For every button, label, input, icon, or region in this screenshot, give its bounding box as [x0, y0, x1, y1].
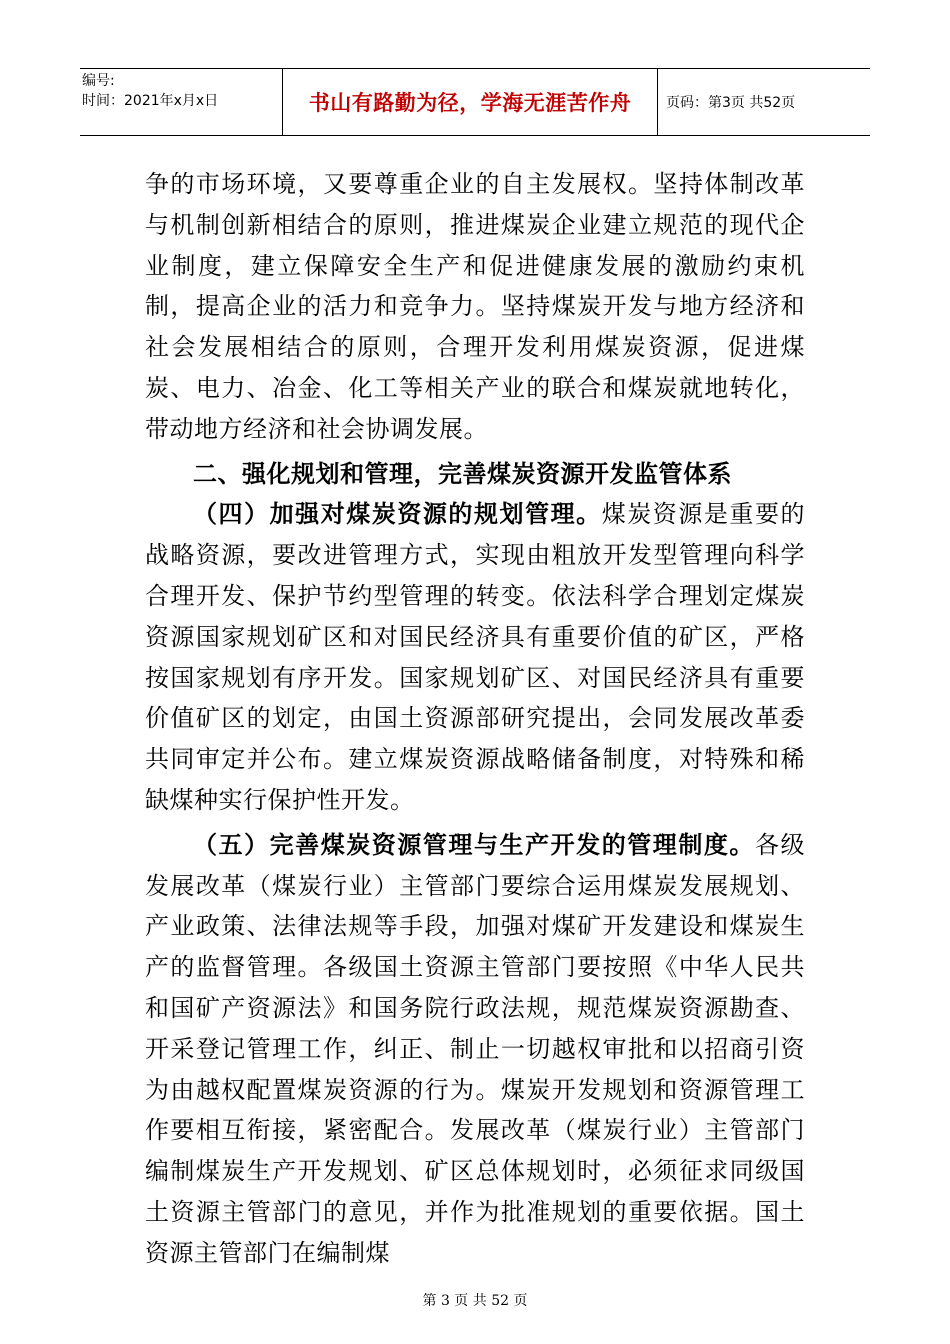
paragraph-3-text: 各级发展改革（煤炭行业）主管部门要综合运用煤炭发展规划、产业政策、法律法规等手段，加强对煤矿开发建设和煤炭生产的监督管理。各级国土资源主管部门要按照《中华人民共和国矿产资源法》和国务院行政法规，规范煤炭资源勘查、开采登记管理工作，纠正、制止一切越权审批和以招商引资为由越权配置煤炭资源的行为。煤炭开发规划和资源管理工作要相互衔接，紧密配合。发展改革（煤炭行业）主管部门编制煤炭生产开发规划、矿区总体规划时，必须征求同级国土资源主管部门的意见，并作为批准规划的重要依据。国土资源主管部门在编制煤 [145, 830, 806, 1267]
code-label: 编号: [82, 73, 115, 89]
header-page-info: 页码：第3页 共52页 [666, 95, 796, 111]
time-label: 时间：2021年x月x日 [82, 93, 219, 109]
page-header [80, 68, 870, 136]
paragraph-1: 争的市场环境，又要尊重企业的自主发展权。坚持体制改革与机制创新相结合的原则，推进煤炭企业建立规范的现代企业制度，建立保障安全生产和促进健康发展的激励约束机制，提高企业的活力和竞争力。坚持煤炭开发与地方经济和社会发展相结合的原则，合理开发利用煤炭资源，促进煤炭、电力、冶金、化工等相关产业的联合和煤炭就地转化，带动地方经济和社会协调发展。 [145, 170, 805, 443]
header-motto: 书山有路勤为径，学海无涯苦作舟 [282, 69, 658, 135]
section-heading: 二、强化规划和管理，完善煤炭资源开发监管体系 [193, 458, 732, 488]
document-body [145, 164, 805, 1274]
paragraph-3 [145, 825, 805, 1274]
page-footer: 第 3 页 共 52 页 [422, 1293, 528, 1309]
paragraph-2-lead: （四）加强对煤炭资源的规划管理。 [193, 499, 602, 529]
paragraph-3-lead: （五）完善煤炭资源管理与生产开发的管理制度。 [193, 829, 755, 859]
paragraph-2-text: 煤炭资源是重要的战略资源，要改进管理方式，实现由粗放开发型管理向科学合理开发、保护节约型管理的转变。依法科学合理划定煤炭资源国家规划矿区和对国民经济具有重要价值的矿区，严格按国家规划有序开发。国家规划矿区、对国民经济具有重要价值矿区的划定，由国土资源部研究提出，会同发展改革委共同审定并公布。建立煤炭资源战略储备制度，对特殊和稀缺煤种实行保护性开发。 [145, 500, 806, 814]
paragraph-2 [145, 494, 805, 820]
header-meta [80, 69, 282, 135]
